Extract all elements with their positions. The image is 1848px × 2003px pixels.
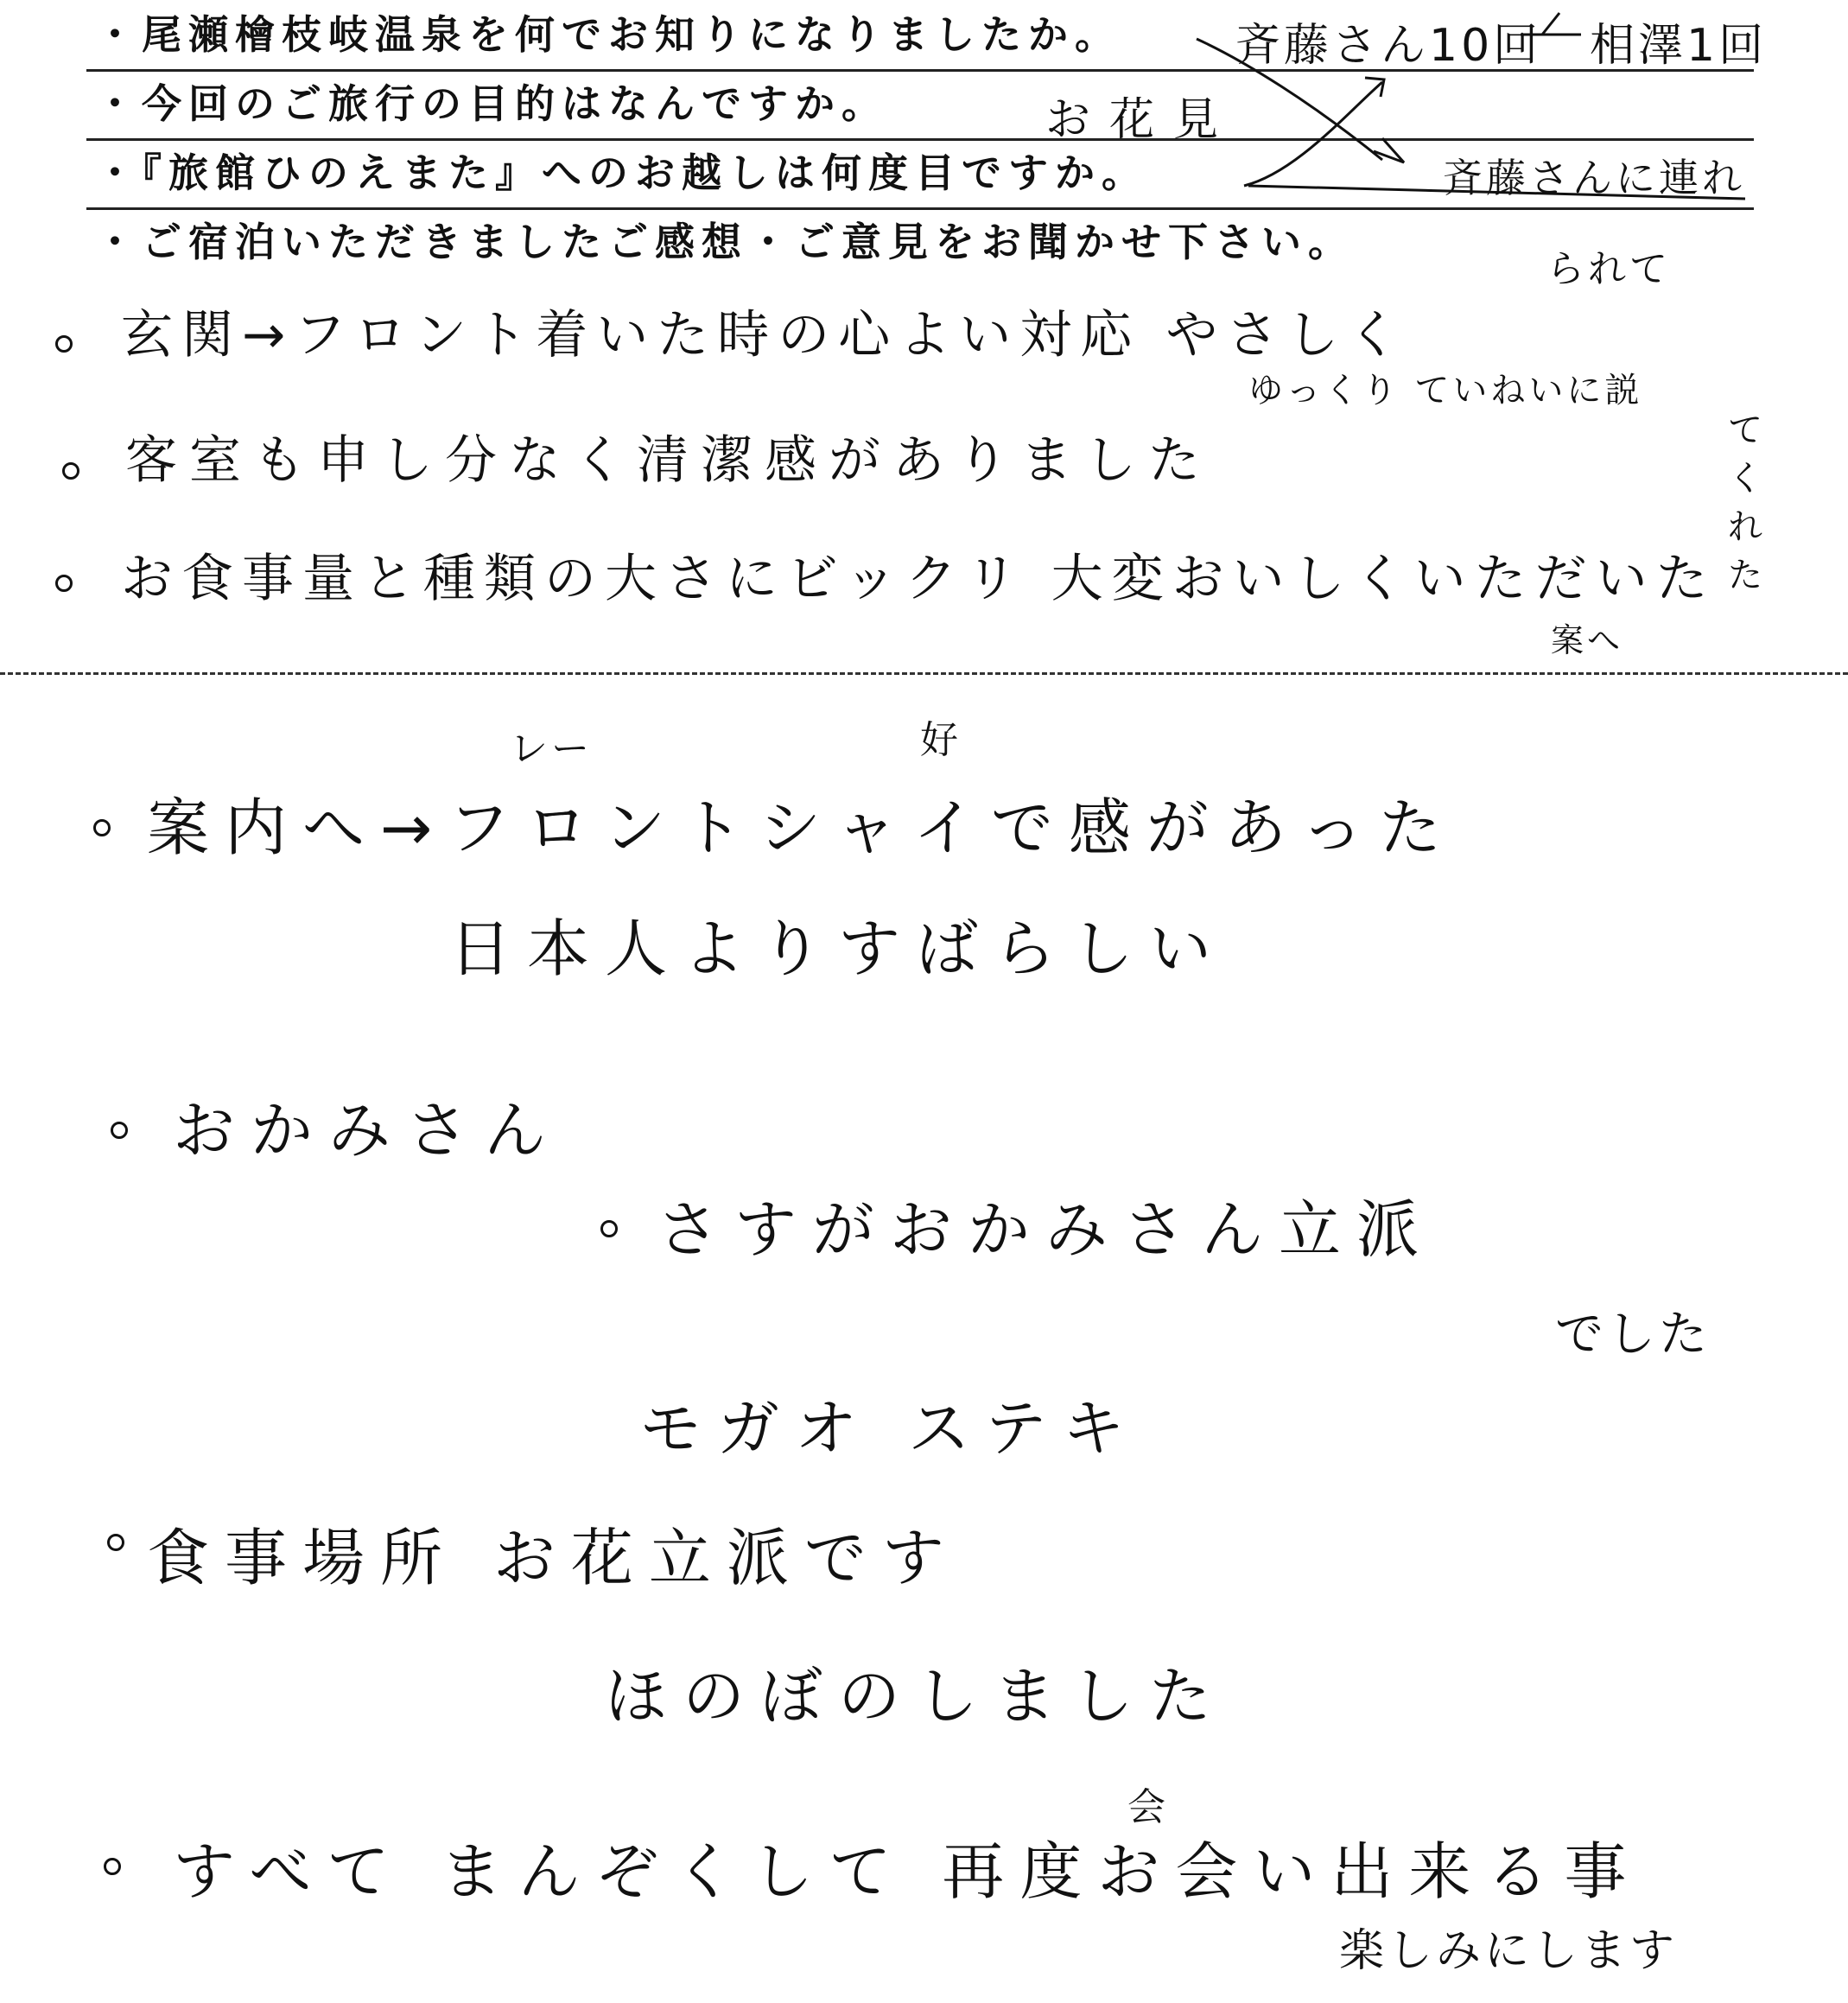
- correction-note-b: 好: [920, 718, 962, 762]
- margin-note-3: 案へ: [1551, 621, 1624, 659]
- comment-okami: おかみさん: [173, 1094, 562, 1167]
- margin-note-2: ゆっくり ていねいに説: [1248, 371, 1643, 410]
- comment-return: すべて まんぞくして 再度お会い出来る事: [173, 1835, 1642, 1908]
- bullet: [62, 462, 79, 480]
- question-feedback: ・ご宿泊いただきましたご感想・ご意見をお聞かせ下さい。: [95, 219, 1355, 265]
- correction-note-a: レー: [510, 727, 593, 771]
- comment-return-sub: 楽しみにします: [1339, 1925, 1679, 1977]
- comment-dining: 食事場所 お花立派です: [147, 1522, 960, 1594]
- bullet: [107, 1534, 124, 1551]
- comment-reception-sub: 日本人よりすばらしい: [449, 912, 1228, 985]
- comment-meals: お食事量と種類の大さにビックリ 大変おいしくいただいた: [121, 549, 1717, 609]
- answer-source-a: 斉藤さん10回: [1235, 20, 1542, 72]
- question-source: ・尾瀬檜枝岐温泉を何でお知りになりましたか。: [95, 11, 1121, 58]
- comment-reception: 案内へ→フロントシャイで感があった: [147, 792, 1457, 864]
- bullet: [111, 1122, 128, 1139]
- comment-mogao: モガオ ステキ: [639, 1392, 1140, 1465]
- margin-note-1: られて: [1546, 247, 1671, 291]
- comment-dining-sub: ほのぼのしました: [605, 1660, 1228, 1733]
- bullet: [104, 1858, 121, 1875]
- answer-source-b: 相澤1回: [1590, 20, 1768, 72]
- bullet: [55, 575, 73, 592]
- comment-front-desk: 玄関→フロント着いた時の心よい対応 やさしく: [121, 305, 1408, 366]
- answer-purpose: お花見: [1045, 94, 1238, 146]
- comment-okami-praise-sub: でした: [1555, 1307, 1711, 1363]
- answer-arrows: [0, 0, 1848, 277]
- bullet: [55, 335, 73, 353]
- question-purpose: ・今回のご旅行の目的はなんですか。: [95, 80, 888, 127]
- comment-okami-praise: さすがおかみさん立派: [657, 1193, 1435, 1266]
- comment-room: 客室も申し分なく清潔感がありました: [125, 430, 1212, 491]
- divider-line: [0, 672, 1848, 675]
- question-visit-count: ・『旅館ひのえまた』へのお越しは何度目ですか。: [95, 149, 1148, 196]
- correction-note-c: 会: [1127, 1785, 1169, 1829]
- answer-visit-count: 斉藤さんに連れ: [1443, 155, 1745, 201]
- bullet: [600, 1220, 618, 1237]
- bullet: [93, 819, 111, 836]
- margin-note-vertical: てくれた: [1728, 410, 1762, 595]
